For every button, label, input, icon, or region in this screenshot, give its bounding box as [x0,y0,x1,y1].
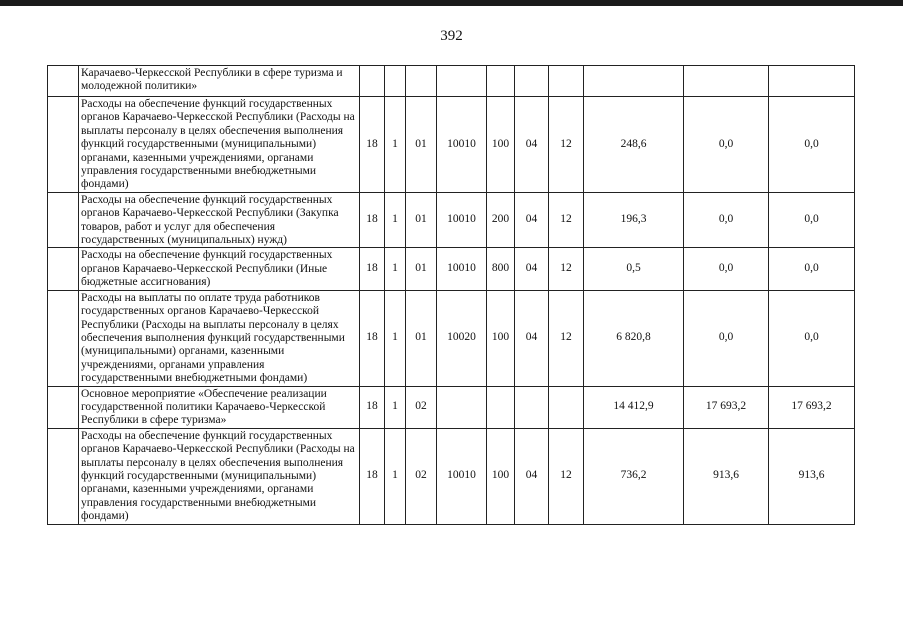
code-subprogram-cell: 01 [406,290,437,386]
code-subprogram-cell: 01 [406,97,437,193]
code-section-cell: 04 [515,248,549,290]
table-row [48,386,855,428]
code-subsection-cell [549,386,584,428]
row-number-cell [48,248,79,290]
code-expense-type-cell: 800 [487,248,515,290]
code-direction-cell: 10010 [437,248,487,290]
code-expense-type-cell: 200 [487,192,515,248]
code-program-cell: 1 [385,97,406,193]
amount-year3-cell: 0,0 [769,290,855,386]
code-ministry-cell: 18 [360,428,385,524]
amount-year1-cell: 736,2 [584,428,684,524]
table-row [48,66,855,97]
code-direction-cell: 10020 [437,290,487,386]
code-program-cell: 1 [385,290,406,386]
row-number-cell [48,428,79,524]
row-number-cell [48,386,79,428]
code-direction-cell: 10010 [437,192,487,248]
table-row [48,290,855,386]
code-ministry-cell: 18 [360,290,385,386]
budget-table [47,65,855,525]
code-expense-type-cell: 100 [487,428,515,524]
amount-year1-cell: 0,5 [584,248,684,290]
code-expense-type-cell [487,66,515,97]
code-subsection-cell: 12 [549,428,584,524]
code-direction-cell [437,66,487,97]
row-number-cell [48,290,79,386]
code-section-cell [515,386,549,428]
amount-year2-cell: 913,6 [684,428,769,524]
code-program-cell: 1 [385,428,406,524]
description-cell: Расходы на обеспечение функций государственных органов Карачаево-Черкесской Республики (Расходы на выплаты персоналу в целях обеспечения выполнения функций государственными (муниципальными) органами, казенными учреждениями, органами управления государственными внебюджетными фондами) [79,97,360,193]
description-cell: Расходы на обеспечение функций государственных органов Карачаево-Черкесской Республики (Закупка товаров, работ и услуг для обеспечения государственных (муниципальных) нужд) [79,192,360,248]
amount-year2-cell: 0,0 [684,290,769,386]
top-border-line [0,0,903,6]
amount-year3-cell: 913,6 [769,428,855,524]
code-subsection-cell: 12 [549,290,584,386]
table-row [48,428,855,524]
row-number-cell [48,97,79,193]
code-subsection-cell: 12 [549,97,584,193]
code-ministry-cell [360,66,385,97]
code-direction-cell: 10010 [437,428,487,524]
code-section-cell: 04 [515,97,549,193]
code-program-cell [385,66,406,97]
code-subprogram-cell [406,66,437,97]
table-row [48,97,855,193]
amount-year1-cell: 248,6 [584,97,684,193]
table-body [48,66,855,525]
description-cell: Карачаево-Черкесской Республики в сфере туризма и молодежной политики» [79,66,360,97]
amount-year2-cell: 0,0 [684,97,769,193]
code-subprogram-cell: 02 [406,386,437,428]
code-direction-cell [437,386,487,428]
code-section-cell: 04 [515,192,549,248]
row-number-cell [48,66,79,97]
code-subsection-cell: 12 [549,248,584,290]
code-subprogram-cell: 01 [406,192,437,248]
code-subprogram-cell: 02 [406,428,437,524]
code-ministry-cell: 18 [360,386,385,428]
code-subsection-cell [549,66,584,97]
code-program-cell: 1 [385,192,406,248]
code-section-cell [515,66,549,97]
table-row [48,192,855,248]
code-expense-type-cell: 100 [487,97,515,193]
code-section-cell: 04 [515,428,549,524]
amount-year2-cell: 17 693,2 [684,386,769,428]
amount-year3-cell [769,66,855,97]
amount-year1-cell: 196,3 [584,192,684,248]
code-subprogram-cell: 01 [406,248,437,290]
amount-year2-cell: 0,0 [684,248,769,290]
code-ministry-cell: 18 [360,97,385,193]
page-number: 392 [440,28,463,44]
code-program-cell: 1 [385,386,406,428]
description-cell: Основное мероприятие «Обеспечение реализации государственной политики Карачаево-Черкесской Республики в сфере туризма» [79,386,360,428]
amount-year1-cell: 6 820,8 [584,290,684,386]
code-program-cell: 1 [385,248,406,290]
amount-year1-cell: 14 412,9 [584,386,684,428]
amount-year1-cell [584,66,684,97]
amount-year3-cell: 0,0 [769,248,855,290]
code-subsection-cell: 12 [549,192,584,248]
code-expense-type-cell [487,386,515,428]
amount-year2-cell [684,66,769,97]
amount-year3-cell: 17 693,2 [769,386,855,428]
code-expense-type-cell: 100 [487,290,515,386]
description-cell: Расходы на обеспечение функций государственных органов Карачаево-Черкесской Республики (Расходы на выплаты персоналу в целях обеспечения выполнения функций государственными (муниципальными) органами, казенными учреждениями, органами управления государственными внебюджетными фондами) [79,428,360,524]
amount-year3-cell: 0,0 [769,97,855,193]
amount-year2-cell: 0,0 [684,192,769,248]
code-ministry-cell: 18 [360,192,385,248]
table-row [48,248,855,290]
code-direction-cell: 10010 [437,97,487,193]
code-section-cell: 04 [515,290,549,386]
code-ministry-cell: 18 [360,248,385,290]
amount-year3-cell: 0,0 [769,192,855,248]
row-number-cell [48,192,79,248]
description-cell: Расходы на выплаты по оплате труда работников государственных органов Карачаево-Черкесской Республики (Расходы на выплаты персоналу в целях обеспечения выполнения функций государственными (муниципальными) органами, казенными учреждениями, органами управления государственными внебюджетными фондами) [79,290,360,386]
description-cell: Расходы на обеспечение функций государственных органов Карачаево-Черкесской Республики (Иные бюджетные ассигнования) [79,248,360,290]
